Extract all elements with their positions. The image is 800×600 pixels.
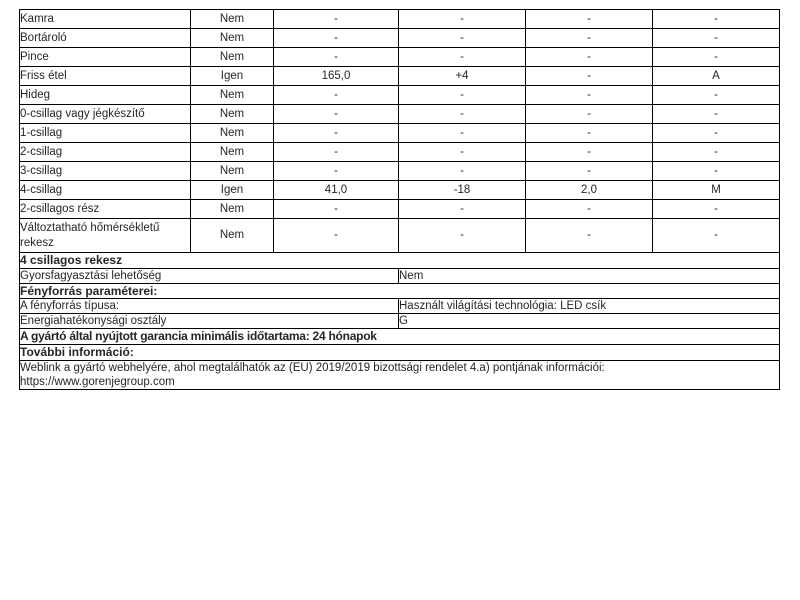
compartment-label: Hideg (20, 86, 191, 105)
compartment-value-4: - (653, 105, 780, 124)
compartment-value-3: - (526, 124, 653, 143)
compartment-label: 0-csillag vagy jégkészítő (20, 105, 191, 124)
table-row (20, 181, 780, 200)
compartment-spec-table (19, 9, 780, 390)
compartment-value-4: - (653, 10, 780, 29)
light-source-heading: Fényforrás paraméterei: (20, 283, 780, 299)
compartment-value-1: 41,0 (274, 181, 399, 200)
compartment-value-4: - (653, 200, 780, 219)
energy-class-row (20, 314, 780, 329)
fast-freeze-value: Nem (399, 268, 780, 283)
compartment-label: 3-csillag (20, 162, 191, 181)
compartment-present: Nem (191, 105, 274, 124)
compartment-value-2: - (399, 219, 526, 253)
compartment-label: 2-csillag (20, 143, 191, 162)
four-star-section-row (20, 253, 780, 269)
compartment-value-4: - (653, 219, 780, 253)
compartment-value-2: - (399, 124, 526, 143)
compartment-present: Nem (191, 86, 274, 105)
fast-freeze-row (20, 268, 780, 283)
compartment-value-4: - (653, 86, 780, 105)
compartment-value-1: - (274, 29, 399, 48)
compartment-value-2: +4 (399, 67, 526, 86)
compartment-value-3: - (526, 143, 653, 162)
compartment-value-4: - (653, 162, 780, 181)
compartment-value-1: - (274, 219, 399, 253)
table-row (20, 200, 780, 219)
spec-sheet (19, 9, 779, 390)
fast-freeze-label: Gyorsfagyasztási lehetőség (20, 268, 399, 283)
compartment-label: Kamra (20, 10, 191, 29)
compartment-value-3: - (526, 67, 653, 86)
compartment-value-4: - (653, 143, 780, 162)
table-row (20, 67, 780, 86)
table-row (20, 10, 780, 29)
compartment-value-1: 165,0 (274, 67, 399, 86)
energy-class-value: G (399, 314, 780, 329)
compartment-value-1: - (274, 48, 399, 67)
table-row (20, 48, 780, 67)
further-info-section-row (20, 344, 780, 360)
compartment-label: Pince (20, 48, 191, 67)
compartment-rows (20, 10, 780, 390)
compartment-value-3: - (526, 10, 653, 29)
light-source-section-row (20, 283, 780, 299)
compartment-present: Nem (191, 48, 274, 67)
table-row (20, 124, 780, 143)
compartment-value-1: - (274, 162, 399, 181)
compartment-value-2: - (399, 200, 526, 219)
compartment-present: Nem (191, 10, 274, 29)
compartment-label: Változtatható hőmérsékletű rekesz (20, 219, 191, 253)
four-star-heading: 4 csillagos rekesz (20, 253, 780, 269)
compartment-present: Nem (191, 162, 274, 181)
light-source-type-row (20, 299, 780, 314)
weblink-cell (20, 360, 780, 389)
compartment-label: 2-csillagos rész (20, 200, 191, 219)
compartment-value-3: - (526, 200, 653, 219)
compartment-value-2: - (399, 162, 526, 181)
table-row (20, 29, 780, 48)
energy-class-label: Energiahatékonysági osztály (20, 314, 399, 329)
compartment-value-3: - (526, 105, 653, 124)
compartment-value-2: - (399, 105, 526, 124)
table-row (20, 105, 780, 124)
compartment-value-3: - (526, 219, 653, 253)
compartment-present: Nem (191, 200, 274, 219)
weblink-row (20, 360, 780, 389)
compartment-label: 4-csillag (20, 181, 191, 200)
compartment-label: 1-csillag (20, 124, 191, 143)
compartment-present: Nem (191, 29, 274, 48)
compartment-value-4: - (653, 124, 780, 143)
table-row (20, 162, 780, 181)
guarantee-row (20, 329, 780, 345)
guarantee-text: A gyártó által nyújtott garancia minimális időtartama: 24 hónapok (20, 329, 780, 345)
table-row (20, 219, 780, 253)
compartment-value-3: - (526, 48, 653, 67)
compartment-present: Igen (191, 67, 274, 86)
weblink-description: Weblink a gyártó webhelyére, ahol megtalálhatók az (EU) 2019/2019 bizottsági rendelet 4.a) pontjának információi: (20, 361, 605, 374)
compartment-value-1: - (274, 105, 399, 124)
compartment-value-2: -18 (399, 181, 526, 200)
compartment-value-4: - (653, 29, 780, 48)
compartment-value-2: - (399, 143, 526, 162)
compartment-value-1: - (274, 124, 399, 143)
light-source-type-label: A fényforrás típusa: (20, 299, 399, 314)
compartment-value-2: - (399, 86, 526, 105)
table-row (20, 86, 780, 105)
compartment-value-2: - (399, 48, 526, 67)
compartment-value-4: M (653, 181, 780, 200)
compartment-value-3: 2,0 (526, 181, 653, 200)
light-source-type-value: Használt világítási technológia: LED csík (399, 299, 780, 314)
table-row (20, 143, 780, 162)
compartment-value-1: - (274, 86, 399, 105)
compartment-value-2: - (399, 10, 526, 29)
compartment-label: Bortároló (20, 29, 191, 48)
manufacturer-website-url[interactable]: https://www.gorenjegroup.com (20, 375, 175, 388)
compartment-present: Nem (191, 219, 274, 253)
compartment-value-2: - (399, 29, 526, 48)
compartment-value-3: - (526, 29, 653, 48)
compartment-value-1: - (274, 200, 399, 219)
compartment-present: Nem (191, 124, 274, 143)
compartment-value-3: - (526, 86, 653, 105)
compartment-value-4: - (653, 48, 780, 67)
compartment-present: Igen (191, 181, 274, 200)
compartment-present: Nem (191, 143, 274, 162)
compartment-value-4: A (653, 67, 780, 86)
further-info-heading: További információ: (20, 344, 780, 360)
compartment-value-1: - (274, 10, 399, 29)
compartment-value-1: - (274, 143, 399, 162)
compartment-label: Friss étel (20, 67, 191, 86)
compartment-value-3: - (526, 162, 653, 181)
